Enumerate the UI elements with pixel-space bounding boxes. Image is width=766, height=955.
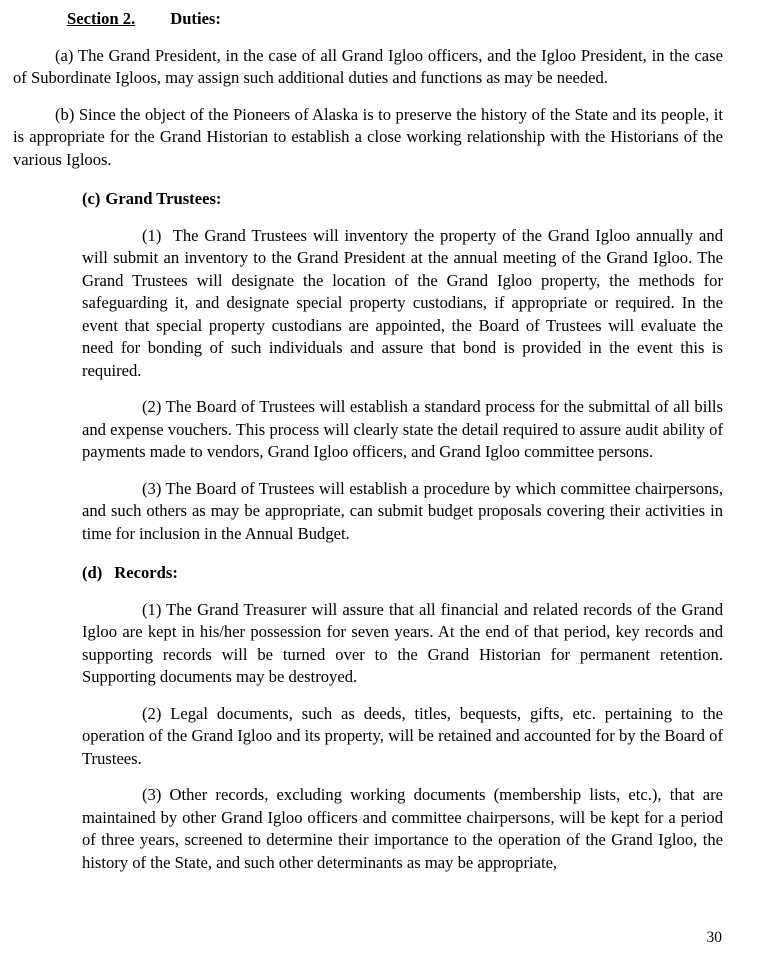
subheading-d — [82, 562, 723, 585]
section-title: Duties: — [170, 9, 221, 28]
paragraph-c3: (3) The Board of Trustees will establish a procedure by which committee chairpersons, and such others as may be appropriate, can submit budget proposals covering their activities in time for inclusion in the Annual Budget. — [82, 478, 723, 543]
section-header — [67, 8, 723, 31]
paragraph-d2: (2) Legal documents, such as deeds, titles, bequests, gifts, etc. pertaining to the operation of the Grand Igloo and its property, will be retained and accounted for by the Board of Trustees. — [82, 703, 723, 768]
paragraph-d1: (1) The Grand Treasurer will assure that all financial and related records of the Grand Igloo are kept in his/her possession for seven years. At the end of that period, key records and supporting records will be turned over to the Grand Historian for permanent retention. Supporting documents may be destroyed. — [82, 599, 723, 686]
subheading-c-title: Grand Trustees: — [105, 189, 222, 208]
subheading-d-title: Records: — [114, 563, 178, 582]
paragraph-b: (b) Since the object of the Pioneers of Alaska is to preserve the history of the State and its people, it is appropriate for the Grand Historian to establish a close working relationship with the Historians of the various Igloos. — [13, 104, 723, 169]
paragraph-c2: (2) The Board of Trustees will establish a standard process for the submittal of all bills and expense vouchers. This process will clearly state the detail required to assure audit ability of payments made to vendors, Grand Igloo officers, and Grand Igloo committee persons. — [82, 397, 723, 461]
paragraph-a: (a) The Grand President, in the case of all Grand Igloo officers, and the Igloo President, in the case of Subordinate Igloos, may assign such additional duties and functions as may be needed. — [13, 45, 723, 87]
subheading-d-label: (d) — [82, 563, 103, 582]
page-number: 30 — [706, 928, 722, 946]
paragraph-d3: (3) Other records, excluding working documents (membership lists, etc.), that are maintained by other Grand Igloo officers and committee chairpersons, will be kept for a period of three years, screened to determine their importance to the operation of the Grand Igloo, the history of the State, and such other determinants as may be appropriate, — [82, 785, 723, 872]
subheading-c-label: (c) — [82, 189, 101, 208]
section-number: Section 2. — [67, 9, 136, 28]
subheading-c — [82, 188, 723, 211]
paragraph-c1: (1) The Grand Trustees will inventory the property of the Grand Igloo annually and will submit an inventory to the Grand President at the annual meeting of the Grand Igloo. The Grand Trustees will designate the location of the Grand Igloo property, the methods for safeguarding it, and designate special property custodians, if appropriate or required. In the event that special property custodians are appointed, the Board of Trustees will evaluate the need for bonding of such individuals and assure that bond is provided in the event this is required. — [82, 225, 723, 380]
